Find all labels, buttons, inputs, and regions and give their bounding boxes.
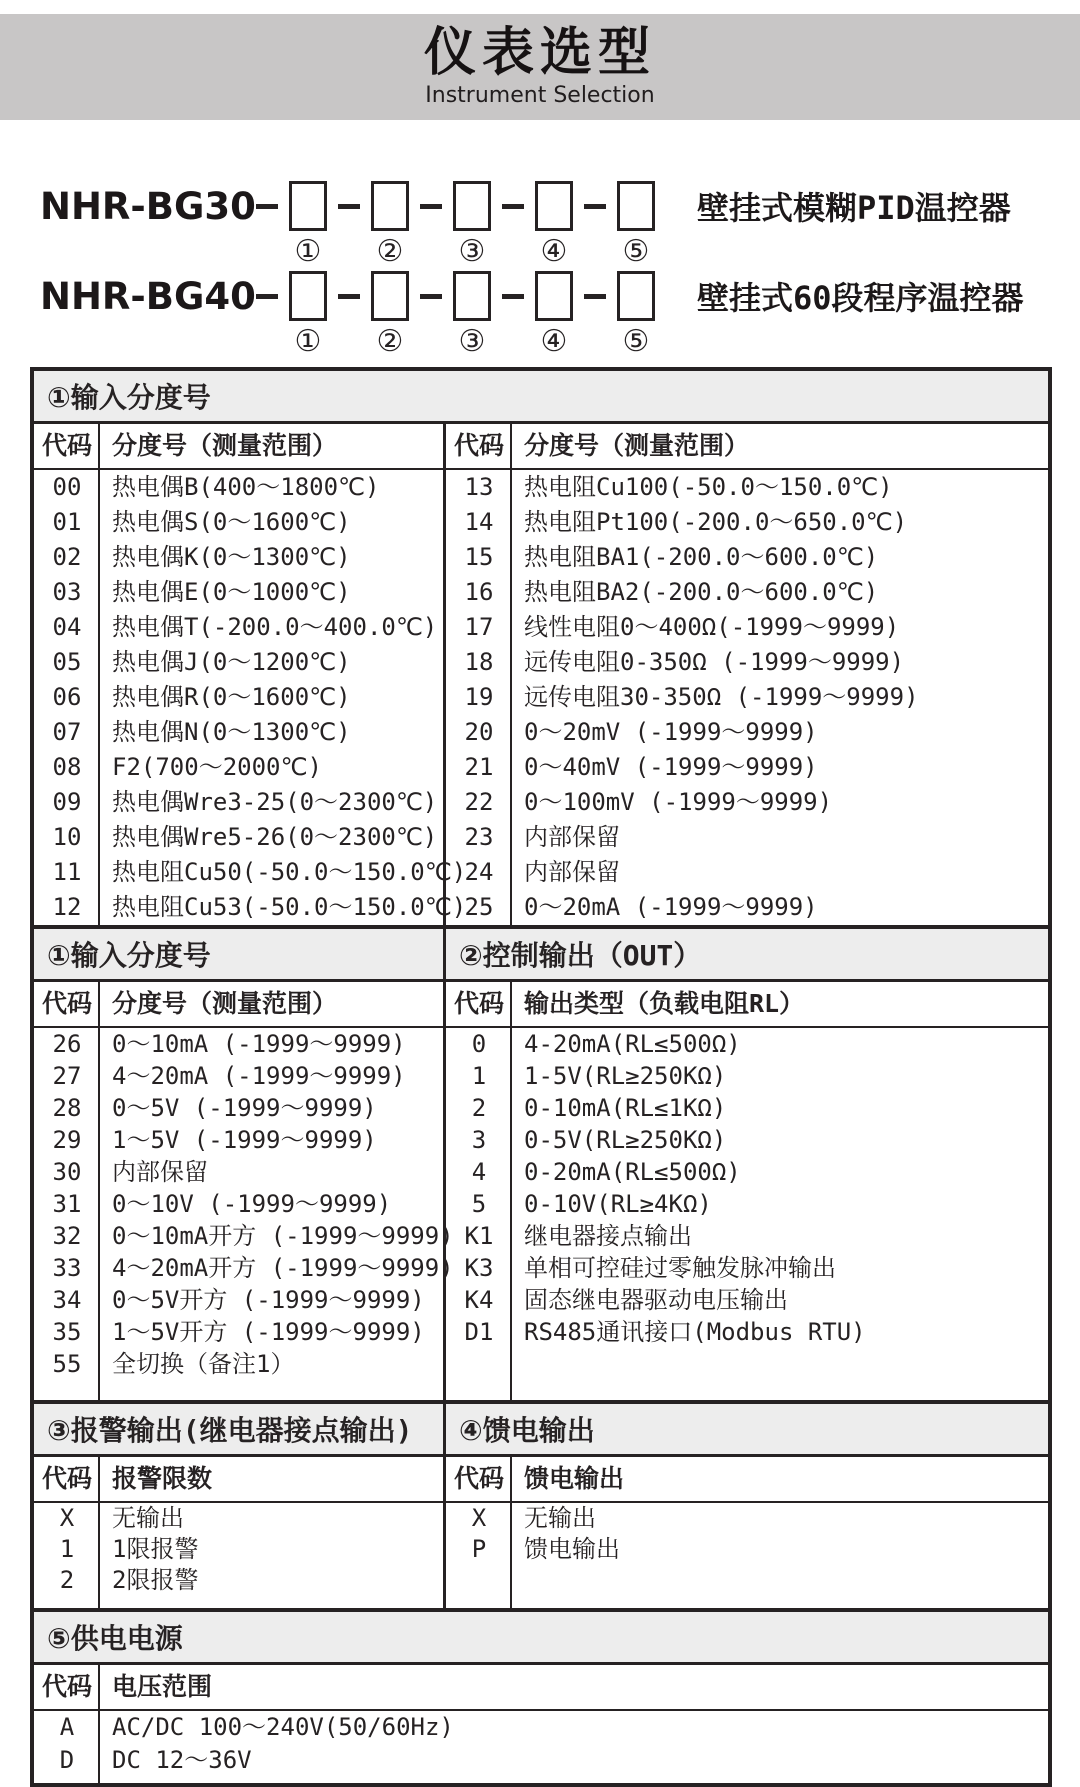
code-slot-box: [453, 181, 491, 231]
page-title: 仪表选型: [423, 23, 656, 84]
input-codes-left: [34, 470, 467, 925]
table-row: [34, 1744, 1048, 1777]
code-cell: 07: [52, 718, 82, 746]
code-cell: 05: [52, 648, 82, 676]
section-header: ②控制输出（OUT）: [446, 929, 1048, 982]
code-cell: 5: [471, 1190, 487, 1218]
code-slot-box: [289, 271, 327, 321]
table-row: [446, 890, 1048, 925]
table-row: [34, 680, 443, 715]
power-supply-codes: [34, 1711, 1048, 1783]
table-row: [446, 1060, 1048, 1092]
code-slot-box: [289, 181, 327, 231]
code-cell: 27: [52, 1062, 82, 1090]
code-cell: 18: [464, 648, 494, 676]
column-header-row: [34, 982, 443, 1028]
code-cell: 23: [464, 823, 494, 851]
desc-cell: 0～20mA (-1999～9999): [524, 893, 818, 921]
table-row: [446, 470, 1048, 505]
code-cell: 55: [52, 1350, 82, 1378]
code-cell: 10: [52, 823, 82, 851]
table-row: [446, 645, 1048, 680]
section-header: ①输入分度号: [34, 371, 1048, 424]
desc-cell: 远传电阻0-350Ω (-1999～9999): [524, 648, 905, 676]
section-header: ③报警输出(继电器接点输出): [34, 1404, 443, 1457]
desc-cell: 无输出: [112, 1504, 184, 1532]
code-cell: 34: [52, 1286, 82, 1314]
desc-cell: 0～20mV (-1999～9999): [524, 718, 818, 746]
desc-cell: 1-5V(RL≥250KΩ): [524, 1062, 727, 1090]
code-cell: 25: [464, 893, 494, 921]
table-row: [34, 1565, 443, 1596]
code-cell: 16: [464, 578, 494, 606]
table-row: [34, 540, 443, 575]
section-header: ①输入分度号: [34, 929, 443, 982]
desc-column-header: 报警限数: [112, 1464, 213, 1493]
code-cell: 24: [464, 858, 494, 886]
table-row: [34, 1124, 443, 1156]
code-cell: 30: [52, 1158, 82, 1186]
code-cell: 21: [464, 753, 494, 781]
code-cell: 0: [471, 1030, 487, 1058]
section-input-codes-2-and-output: [34, 925, 1048, 1400]
code-cell: 29: [52, 1126, 82, 1154]
table-row: [446, 1284, 1048, 1316]
position-marker: ②: [376, 323, 404, 359]
desc-cell: 0～5V (-1999～9999): [112, 1094, 377, 1122]
code-cell: 06: [52, 683, 82, 711]
code-column-header: 代码: [453, 1464, 504, 1493]
desc-column-header: 电压范围: [112, 1672, 213, 1701]
model-name: NHR-BG30: [40, 184, 256, 228]
table-row: [34, 820, 443, 855]
desc-cell: DC 12～36V: [112, 1746, 252, 1774]
table-row: [446, 1503, 1048, 1534]
desc-cell: 单相可控硅过零触发脉冲输出: [524, 1254, 836, 1282]
table-row: [446, 715, 1048, 750]
desc-cell: 热电偶Wre5-26(0～2300℃): [112, 823, 438, 851]
position-marker: ③: [458, 323, 486, 359]
section-power-supply: [34, 1608, 1048, 1783]
desc-cell: 内部保留: [112, 1158, 208, 1186]
table-row: [446, 750, 1048, 785]
code-cell: X: [471, 1504, 487, 1532]
desc-cell: RS485通讯接口(Modbus RTU): [524, 1318, 866, 1346]
desc-cell: 远传电阻30-350Ω (-1999～9999): [524, 683, 919, 711]
code-cell: K3: [464, 1254, 494, 1282]
dash: [256, 294, 278, 299]
code-slot-box: [453, 271, 491, 321]
desc-cell: 无输出: [524, 1504, 596, 1532]
code-cell: K1: [464, 1222, 494, 1250]
desc-column-header: 馈电输出: [524, 1464, 625, 1493]
table-row: [34, 1284, 443, 1316]
desc-cell: 2限报警: [112, 1566, 199, 1594]
desc-cell: 热电阻Cu50(-50.0～150.0℃): [112, 858, 467, 886]
desc-cell: 0～5V开方 (-1999～9999): [112, 1286, 425, 1314]
input-codes-2: [34, 1028, 454, 1400]
desc-cell: 热电阻Cu100(-50.0～150.0℃): [524, 473, 893, 501]
desc-cell: 热电偶J(0～1200℃): [112, 648, 351, 676]
table-row: [446, 1028, 1048, 1060]
desc-cell: 热电阻Pt100(-200.0～650.0℃): [524, 508, 908, 536]
column-header-row: [446, 1457, 1048, 1503]
desc-cell: 1限报警: [112, 1535, 199, 1563]
position-markers-bg30: [40, 232, 1080, 270]
position-markers-bg40: [40, 322, 1080, 360]
column-header-row: [34, 424, 443, 470]
code-cell: 13: [464, 473, 494, 501]
dash: [420, 294, 442, 299]
code-slot-box: [371, 181, 409, 231]
code-cell: 02: [52, 543, 82, 571]
column-header-row: [446, 424, 1048, 470]
desc-cell: AC/DC 100～240V(50/60Hz): [112, 1713, 454, 1741]
code-cell: 22: [464, 788, 494, 816]
position-marker: ③: [458, 233, 486, 269]
desc-cell: 1～5V (-1999～9999): [112, 1126, 377, 1154]
table-row: [446, 785, 1048, 820]
desc-cell: 4-20mA(RL≤500Ω): [524, 1030, 741, 1058]
desc-cell: 热电偶B(400～1800℃): [112, 473, 380, 501]
desc-cell: F2(700～2000℃): [112, 753, 322, 781]
desc-cell: 继电器接点输出: [524, 1222, 692, 1250]
table-row: [446, 575, 1048, 610]
desc-cell: 热电偶N(0～1300℃): [112, 718, 351, 746]
code-cell: 04: [52, 613, 82, 641]
table-row: [446, 820, 1048, 855]
desc-column-header: 分度号（测量范围）: [112, 989, 338, 1018]
code-cell: 4: [471, 1158, 487, 1186]
model-row-bg30: [40, 180, 1080, 232]
code-cell: 32: [52, 1222, 82, 1250]
table-row: [34, 1711, 1048, 1744]
code-cell: 2: [471, 1094, 487, 1122]
dash: [256, 204, 278, 209]
table-row: [446, 680, 1048, 715]
table-row: [34, 1220, 454, 1252]
code-cell: 33: [52, 1254, 82, 1282]
section-header: ⑤供电电源: [34, 1612, 1048, 1665]
code-cell: 1: [471, 1062, 487, 1090]
column-header-row: [446, 982, 1048, 1028]
title-banner: [0, 14, 1080, 120]
table-row: [34, 1060, 443, 1092]
section-alarm-and-feed: [34, 1400, 1048, 1608]
table-row: [34, 1188, 443, 1220]
table-row: [34, 1092, 443, 1124]
code-cell: 08: [52, 753, 82, 781]
desc-cell: 热电阻BA1(-200.0～600.0℃): [524, 543, 879, 571]
position-marker: ④: [540, 323, 568, 359]
selection-table: [30, 367, 1052, 1787]
position-marker: ⑤: [622, 233, 650, 269]
desc-cell: 0～100mV (-1999～9999): [524, 788, 833, 816]
code-slot-box: [535, 271, 573, 321]
desc-cell: 0～10mA开方 (-1999～9999): [112, 1222, 454, 1250]
table-row: [446, 505, 1048, 540]
position-marker: ④: [540, 233, 568, 269]
code-cell: 17: [464, 613, 494, 641]
position-marker: ⑤: [622, 323, 650, 359]
table-row: [446, 1220, 1048, 1252]
code-cell: D: [59, 1746, 75, 1774]
code-column-header: 代码: [41, 1672, 92, 1701]
code-cell: 00: [52, 473, 82, 501]
desc-cell: 线性电阻0～400Ω(-1999～9999): [524, 613, 900, 641]
table-row: [34, 1534, 443, 1565]
desc-cell: 热电阻BA2(-200.0～600.0℃): [524, 578, 879, 606]
desc-column-header: 输出类型（负载电阻RL）: [524, 989, 805, 1018]
desc-cell: 0～10mA (-1999～9999): [112, 1030, 406, 1058]
dash: [584, 294, 606, 299]
desc-cell: 0-10V(RL≥4KΩ): [524, 1190, 712, 1218]
page-subtitle: Instrument Selection: [425, 82, 655, 108]
dash: [338, 294, 360, 299]
code-cell: 19: [464, 683, 494, 711]
table-row: [446, 1316, 1048, 1348]
table-row: [446, 1124, 1048, 1156]
model-name: NHR-BG40: [40, 274, 256, 318]
desc-cell: 4～20mA (-1999～9999): [112, 1062, 406, 1090]
code-column-header: 代码: [453, 989, 504, 1018]
table-row: [446, 1092, 1048, 1124]
table-row: [446, 1534, 1048, 1565]
position-marker: ①: [294, 323, 322, 359]
code-cell: D1: [464, 1318, 494, 1346]
table-row: [34, 1028, 443, 1060]
position-marker: ②: [376, 233, 404, 269]
dash: [502, 294, 524, 299]
desc-cell: 热电偶E(0～1000℃): [112, 578, 351, 606]
model-description: 壁挂式模糊PID温控器: [697, 189, 1011, 227]
table-row: [34, 1252, 454, 1284]
desc-cell: 热电偶Wre3-25(0～2300℃): [112, 788, 438, 816]
desc-cell: 0～10V (-1999～9999): [112, 1190, 392, 1218]
code-column-header: 代码: [41, 1464, 92, 1493]
model-ordering-diagram: [40, 180, 1080, 360]
table-row: [34, 750, 443, 785]
code-cell: X: [59, 1504, 75, 1532]
code-cell: 09: [52, 788, 82, 816]
position-marker: ①: [294, 233, 322, 269]
table-row: [446, 1252, 1048, 1284]
desc-cell: 1～5V开方 (-1999～9999): [112, 1318, 425, 1346]
code-cell: 1: [59, 1535, 75, 1563]
table-row: [446, 1156, 1048, 1188]
desc-cell: 内部保留: [524, 858, 620, 886]
code-cell: 15: [464, 543, 494, 571]
code-slot-box: [535, 181, 573, 231]
code-cell: 03: [52, 578, 82, 606]
table-row: [34, 505, 443, 540]
desc-cell: 热电偶S(0～1600℃): [112, 508, 351, 536]
code-cell: 3: [471, 1126, 487, 1154]
input-codes-right: [446, 470, 1048, 925]
table-row: [34, 470, 443, 505]
code-cell: 28: [52, 1094, 82, 1122]
code-cell: 12: [52, 893, 82, 921]
table-row: [34, 1348, 443, 1380]
table-row: [34, 645, 443, 680]
desc-cell: 0-10mA(RL≤1KΩ): [524, 1094, 727, 1122]
table-row: [34, 610, 443, 645]
desc-cell: 0-5V(RL≥250KΩ): [524, 1126, 727, 1154]
desc-cell: 0-20mA(RL≤500Ω): [524, 1158, 741, 1186]
dash: [420, 204, 442, 209]
control-output-codes: [446, 1028, 1048, 1368]
desc-cell: 全切换（备注1）: [112, 1350, 295, 1378]
desc-column-header: 分度号（测量范围）: [524, 431, 750, 460]
section-header: ④馈电输出: [446, 1404, 1048, 1457]
code-slot-box: [617, 271, 655, 321]
model-row-bg40: [40, 270, 1080, 322]
dash: [584, 204, 606, 209]
alarm-output-codes: [34, 1503, 443, 1608]
code-cell: 14: [464, 508, 494, 536]
desc-cell: 热电偶T(-200.0～400.0℃): [112, 613, 438, 641]
table-row: [446, 540, 1048, 575]
code-cell: A: [59, 1713, 75, 1741]
code-column-header: 代码: [41, 989, 92, 1018]
table-row: [446, 1188, 1048, 1220]
code-column-header: 代码: [41, 431, 92, 460]
model-description: 壁挂式60段程序温控器: [697, 279, 1024, 317]
table-row: [34, 855, 467, 890]
column-header-row: [34, 1665, 1048, 1711]
code-cell: 20: [464, 718, 494, 746]
code-column-header: 代码: [453, 431, 504, 460]
feed-output-codes: [446, 1503, 1048, 1577]
code-cell: 31: [52, 1190, 82, 1218]
desc-cell: 4～20mA开方 (-1999～9999): [112, 1254, 454, 1282]
code-cell: P: [471, 1535, 487, 1563]
section-input-codes-1: [34, 371, 1048, 925]
desc-cell: 馈电输出: [524, 1535, 620, 1563]
desc-cell: 固态继电器驱动电压输出: [524, 1286, 788, 1314]
code-cell: 2: [59, 1566, 75, 1594]
dash: [338, 204, 360, 209]
code-cell: K4: [464, 1286, 494, 1314]
desc-cell: 热电偶K(0～1300℃): [112, 543, 351, 571]
table-row: [34, 575, 443, 610]
desc-cell: 热电阻Cu53(-50.0～150.0℃): [112, 893, 467, 921]
table-row: [34, 1503, 443, 1534]
table-row: [446, 610, 1048, 645]
column-header-row: [34, 1457, 443, 1503]
code-cell: 11: [52, 858, 82, 886]
dash: [502, 204, 524, 209]
desc-column-header: 分度号（测量范围）: [112, 431, 338, 460]
table-row: [34, 1316, 443, 1348]
desc-cell: 0～40mV (-1999～9999): [524, 753, 818, 781]
table-row: [34, 1156, 443, 1188]
table-row: [34, 785, 443, 820]
code-slot-box: [617, 181, 655, 231]
desc-cell: 内部保留: [524, 823, 620, 851]
table-row: [34, 890, 467, 925]
code-cell: 26: [52, 1030, 82, 1058]
code-slot-box: [371, 271, 409, 321]
code-cell: 35: [52, 1318, 82, 1346]
desc-cell: 热电偶R(0～1600℃): [112, 683, 351, 711]
code-cell: 01: [52, 508, 82, 536]
table-row: [446, 855, 1048, 890]
table-row: [34, 715, 443, 750]
